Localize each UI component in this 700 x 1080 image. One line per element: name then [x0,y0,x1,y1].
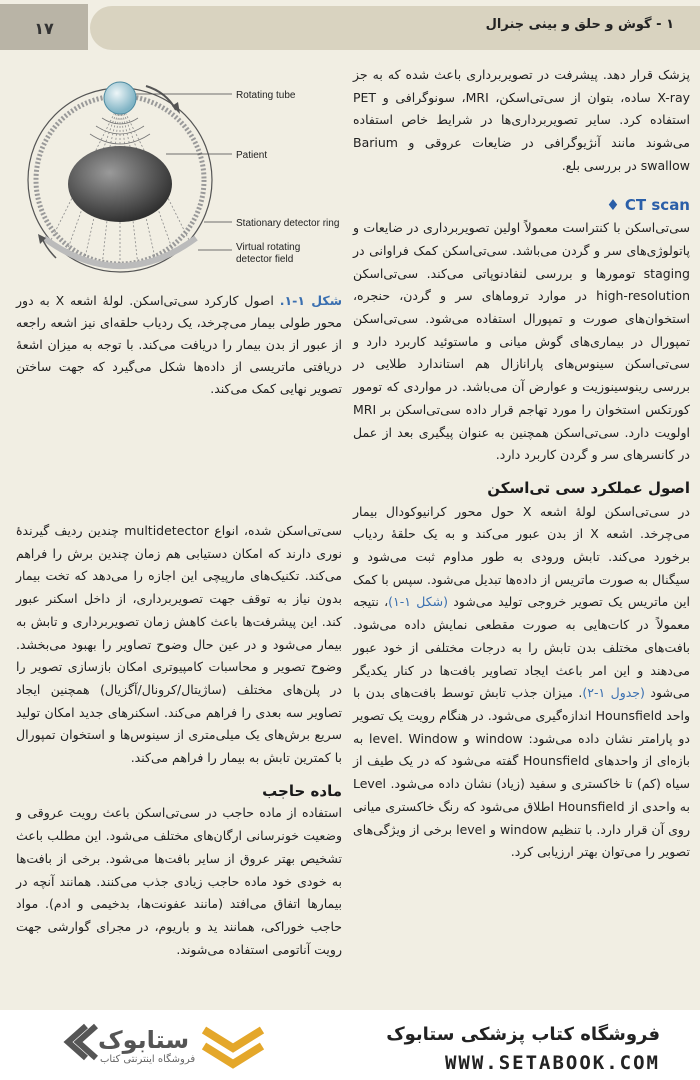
label-patient: Patient [236,150,268,161]
chapter-title: ۱ - گوش و حلق و بینی جنرال [485,17,674,32]
store-name: فروشگاه کتاب پزشکی ستابوک [386,1024,660,1045]
gold-chevron-icon [200,1022,266,1070]
logo-arrow-icon [58,1020,98,1070]
page-number: ۱۷ [34,19,54,38]
figure-caption [16,290,342,400]
principle-text-3: . میزان جذب تابش توسط بافت‌های بدن با واحد Hounsfield اندازه‌گیری می‌شود. در هنگام رویت یک تصویر دو پارامتر نشان داده می‌شود: window و level. Window به بازه‌ای از واحدهای Hounsfield گفته می‌شود که در یک طیف از سیاه (کم) تا خاکستری و سفید (زیاد) نشان داده می‌شود. Level به واحدی از Hounsfield اطلاق می‌شود که رنگ خاکستری میانی روی آن قرار دارد. با تنظیم window و level برخی از ویژگی‌های تصویر را می‌توان بهتر ارزیابی کرد. [353,685,691,860]
label-virtual-1: Virtual rotating [236,242,301,253]
label-rotating-tube: Rotating tube [236,90,296,101]
multidetector-paragraph: سی‌تی‌اسکن شده، انواع multidetector چندین ردیف گیرندهٔ نوری دارند که امکان دستیابی هم زمان چندین برش را فراهم می‌کند. تکنیک‌های مارپیچی این اجازه را می‌دهد که تخت بیمار بدون نیاز به توقف جهت تصویربرداری، از داخل اسکنر عبور کند. این پیشرفت‌ها باعث کاهش زمان تصویربرداری و تابش به بیمار می‌شود و در عین حال وضوح تصاویر را بهبود می‌بخشد. وضوح تصویر و محاسبات کامپیوتری امکان بازسازی تصویر را در پلن‌های مختلف (ساژیتال/کرونال/آگزیال) همچنین ایجاد تصاویر سه بعدی را فراهم می‌کند. اسکنرهای جدید امکان تولید سریع برش‌های یک میلی‌متری از سینوس‌ها و استخوان تمپورال با کمترین تابش به بیمار را فراهم می‌کند. [16,523,342,766]
store-url[interactable]: WWW.SETABOOK.COM [444,1052,660,1074]
principle-heading-text: اصول عملکرد سی تی‌اسکن [487,478,690,497]
caption-text: اصول کارکرد سی‌تی‌اسکن. لولهٔ اشعه X به دور محور طولی بیمار می‌چرخد، یک ردیاب حلقه‌ای نیز اشعه راجعه از عبور از بدن بیمار را دریافت می‌کند. با توجه به میزان اشعهٔ دریافتی ماتریسی از داده‌ها شکل می‌گیرد که جهت ساختن تصویر نهایی کمک می‌کند. [16,293,342,396]
page-number-box [0,4,88,50]
page-header [0,0,700,54]
table-reference[interactable]: (جدول ۱-۲) [582,685,645,701]
contrast-heading: ماده حاجب [262,781,342,800]
right-column [353,64,690,864]
intro-paragraph: پزشک قرار دهد. پیشرفت در تصویربرداری باعث شده که به جز X-ray ساده، بتوان از سی‌تی‌اسکن، MRI، سونوگرافی و PET استفاده کرد. سایر تصویربرداری‌ها در شرایط خاص استفاده می‌شوند مانند آنژیوگرافی در ضایعات عروقی و Barium swallow در بررسی بلع. [353,67,691,173]
principle-text-2: ، نتیجه معمولاً در کات‌هایی به صورت مقطعی نمایش داده می‌شود. بافت‌های مختلف بدن تابش را به درجات مختلفی از خود عبور می‌دهند و این امر باعث ایجاد تصاویر بافت‌ها در کنار یکدیگر می‌شود [353,594,690,701]
logo-name: ستابوک [98,1026,190,1054]
patient-shape [68,146,172,222]
label-stationary-ring: Stationary detector ring [236,218,340,229]
ct-heading-text: CT scan ♦ [606,195,690,214]
principle-paragraph [353,501,690,864]
principle-text-1: در سی‌تی‌اسکن لولهٔ اشعه X حول محور کرانیوکودال بیمار می‌چرخد. اشعه X از بدن عبور می‌کند و به یک حلقهٔ ردیاب برخورد می‌کند. تابش ورودی به طور مداوم ثبت می‌شود و سیگنال به صورت ماتریس از داده‌ها تبدیل می‌شود. سپس با کمک این ماتریس یک تصویر خروجی تولید می‌شود [353,503,690,610]
rotating-tube [104,82,136,114]
ct-scan-figure [16,62,344,280]
principle-heading [353,477,690,501]
contrast-paragraph: استفاده از ماده حاجب در سی‌تی‌اسکن باعث رویت عروقی و وضعیت خونرسانی ارگان‌های مختلف می‌شود. این مطلب باعث تشخیص بهتر عروق از سایر بافت‌ها می‌شود. برخی از بافت‌ها به خودی خود ماده حاجب زیادی جذب می‌کنند. همانند آنچه در بیمارها اتفاق می‌افتد (مانند عفونت‌ها، بدخیمی و ادم). مواد حاجب خوراکی، همانند ید و باریوم، در مجرای گوارشی جهت رویت آناتومی استفاده می‌شوند. [16,805,342,957]
caption-label: شکل ۱-۱. [279,293,342,308]
ct-heading [353,194,690,218]
label-virtual-2: detector field [236,254,294,265]
figure-reference[interactable]: (شکل ۱-۱) [388,594,448,610]
left-column [16,520,342,961]
store-footer [0,1010,700,1080]
logo-tagline: فروشگاه اینترنتی کتاب [100,1054,196,1065]
ct-paragraph: سی‌تی‌اسکن با کنتراست معمولاً اولین تصویربرداری در ضایعات و پاتولوژی‌های سر و گردن می‌باشد. سی‌تی‌اسکن کمک فراوانی در staging تومورها و بررسی لنفادنوپاتی می‌کند. سی‌تی‌اسکن high-resolution در موارد تروماهای سر و گردن، حنجره، استخوان‌های صورت و تمپورال استفاده می‌شود. سی‌تی‌اسکن تمپورال در بیماری‌های گوش میانی و ماستوئید کاربرد دارد و سی‌تی‌اسکن سینوس‌های پارانازال هم استاندارد طلایی در بررسی رینوسینوزیت و عوارض آن می‌باشد. در مواردی که تومور کورتکس استخوان را مورد تهاجم قرار داده سی‌تی‌اسکن بر MRI اولویت دارد. سی‌تی‌اسکن همچنین به عنوان پیگیری بعد از عمل در کانسرهای سر و گردن کاربرد دارد. [353,220,690,463]
